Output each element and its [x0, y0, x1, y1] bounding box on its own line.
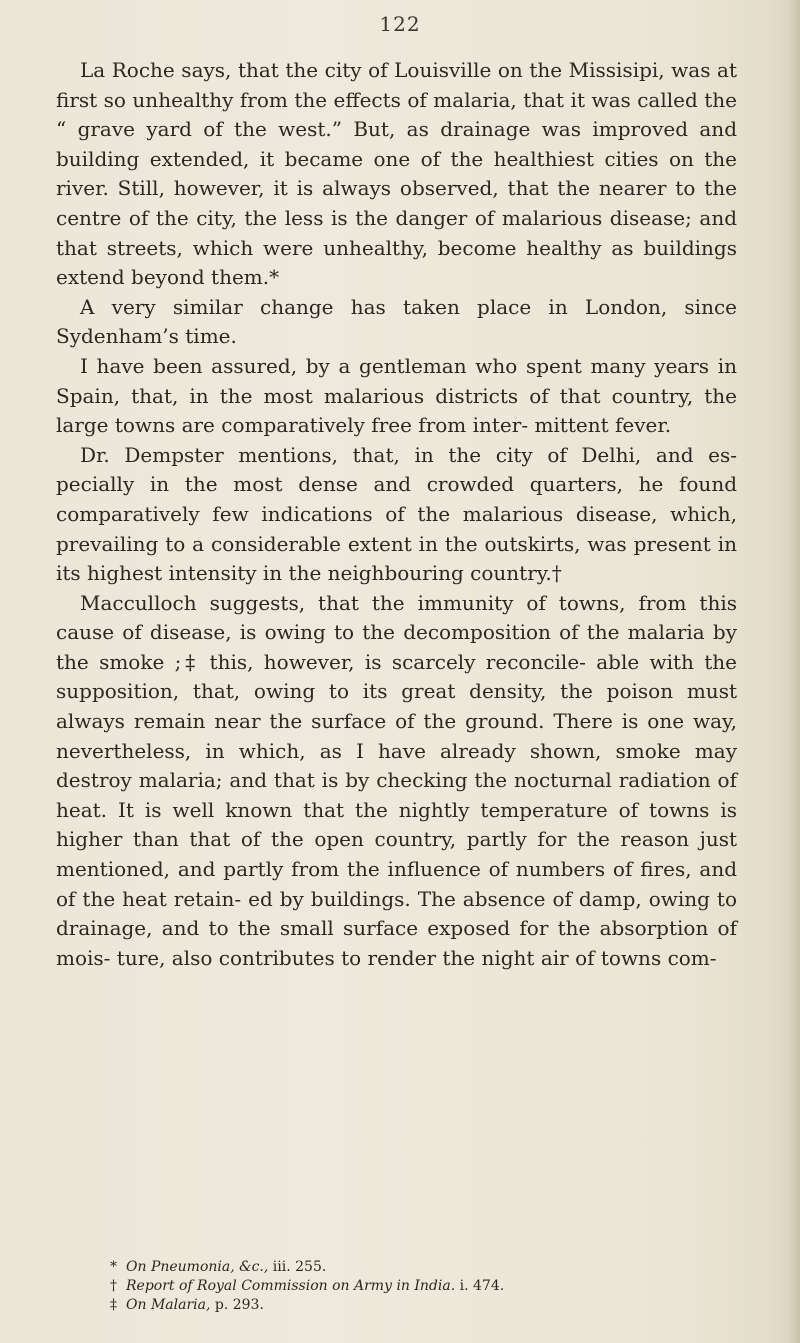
- footnote-title: On Pneumonia, &c.,: [126, 1259, 269, 1275]
- body-text: [56, 56, 737, 973]
- paragraph-london: A very similar change has taken place in London, since Sydenham’s time.: [56, 294, 737, 349]
- paragraph-la-roche: La Roche says, that the city of Louisville on the Missisipi, was at first so unhealthy from the effects of malaria, that it was called the “ grave yard of the west.” But, as drainage was improved and building extended, it became one of the healthiest cities on the river. Still, however, it is always observed, that the nearer to the centre of the city, the less is the danger of malarious disease; and that streets, which were unhealthy, become healthy as buildings extend beyond them.*: [56, 58, 737, 290]
- footnote-reference: p. 293.: [210, 1297, 264, 1313]
- footnote-mark: ‡: [110, 1297, 117, 1313]
- page-edge-shadow: [788, 0, 800, 1343]
- paragraph-spain: I have been assured, by a gentleman who spent many years in Spain, that, in the most malarious districts of that country, the large towns are comparatively free from inter- mittent fever.: [56, 353, 737, 438]
- footnote-title: Report of Royal Commission on Army in India.: [126, 1278, 456, 1294]
- footnote-reference: iii. 255.: [268, 1259, 327, 1275]
- footnotes: [110, 1258, 730, 1315]
- footnote-reference: i. 474.: [455, 1278, 505, 1294]
- footnote-mark: †: [110, 1278, 117, 1294]
- footnote: [110, 1296, 730, 1315]
- paragraph-dempster: Dr. Dempster mentions, that, in the city of Delhi, and es- pecially in the most dense and crowded quarters, he found comparatively few indications of the malarious disease, which, prevailing to a considerable extent in the outskirts, was present in its highest intensity in the neighbouring country.†: [56, 442, 737, 586]
- paragraph-macculloch: Macculloch suggests, that the immunity of towns, from this cause of disease, is owing to the decomposition of the malaria by the smoke ;‡ this, however, is scarcely reconcile- able with the supposition, that, owing to its great density, the poison must always remain near the surface of the ground. There is one way, nevertheless, in which, as I have already shown, smoke may destroy malaria; and that is by checking the nocturnal radiation of heat. It is well known that the nightly temperature of towns is higher than that of the open country, partly for the reason just mentioned, and partly from the influence of numbers of fires, and of the heat retain- ed by buildings. The absence of damp, owing to drainage, and to the small surface exposed for the absorption of mois- ture, also contributes to render the night air of towns com-: [56, 590, 737, 970]
- footnote-mark: *: [110, 1259, 117, 1275]
- footnote-title: On Malaria,: [126, 1297, 211, 1313]
- footnote: [110, 1258, 730, 1277]
- footnote: [110, 1277, 730, 1296]
- page-number: 122: [379, 12, 421, 36]
